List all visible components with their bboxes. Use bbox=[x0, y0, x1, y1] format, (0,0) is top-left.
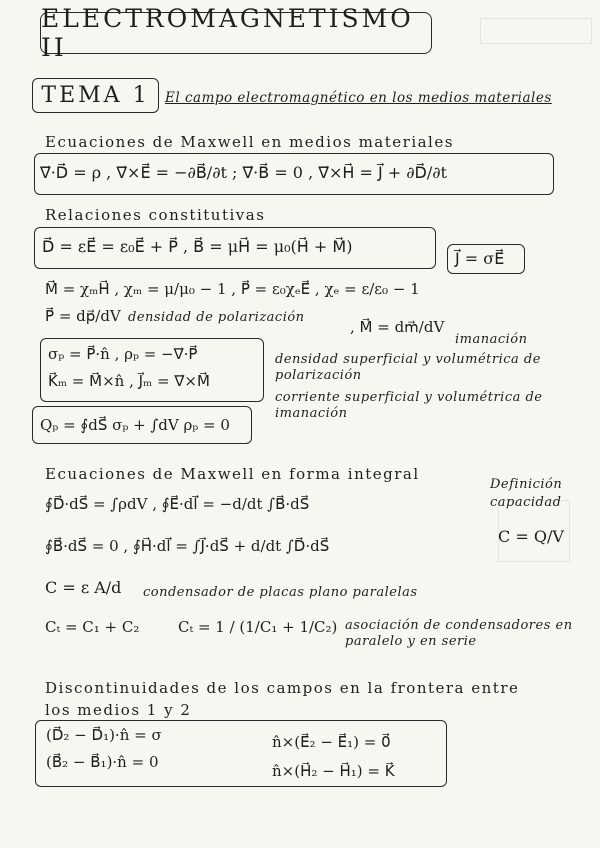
capacitor-plane: C = ε A/d bbox=[45, 578, 122, 597]
section-heading-maxwell: Ecuaciones de Maxwell en medios materiales bbox=[45, 133, 454, 151]
relaciones-eq3b-note: imanación bbox=[455, 332, 528, 347]
document-title: ELECTROMAGNETISMO II bbox=[41, 4, 414, 62]
polarization-eq1: σₚ = P⃗·n̂ , ρₚ = −∇⃗·P⃗ bbox=[48, 345, 198, 363]
discontinuity-eq1a: (D⃗₂ − D⃗₁)·n̂ = σ bbox=[46, 726, 162, 744]
section-heading-relaciones: Relaciones constitutivas bbox=[45, 206, 266, 224]
capacidad-equation: C = Q/V bbox=[498, 527, 564, 546]
qp-equation: Qₚ = ∮dS⃗ σₚ + ∫dV ρₚ = 0 bbox=[40, 416, 230, 434]
integral-eq1: ∮D⃗·dS⃗ = ∫ρdV , ∮E⃗·dl⃗ = −d/dt ∫B⃗·dS⃗ bbox=[45, 495, 310, 513]
document-title-box bbox=[40, 4, 432, 62]
section-heading-integral: Ecuaciones de Maxwell en forma integral bbox=[45, 465, 420, 483]
relaciones-eq3b: , M⃗ = dm⃗/dV bbox=[350, 318, 445, 336]
polarization-note1: densidad superficial y volumétrica de polarización bbox=[275, 352, 541, 383]
ohm-law: J⃗ = σE⃗ bbox=[455, 249, 505, 268]
capacitor-association-note: asociación de condensadores en paralelo y en serie bbox=[345, 618, 573, 649]
capacitor-plane-note: condensador de placas plano paralelas bbox=[143, 585, 418, 600]
bleed-through-mark bbox=[480, 18, 592, 44]
relaciones-eq1: D⃗ = εE⃗ = ε₀E⃗ + P⃗ , B⃗ = μH⃗ = μ₀(H⃗ + M⃗) bbox=[42, 237, 353, 256]
discontinuity-eq2a: (B⃗₂ − B⃗₁)·n̂ = 0 bbox=[46, 753, 159, 771]
discontinuity-eq2b: n̂×(H⃗₂ − H⃗₁) = K⃗ bbox=[272, 762, 395, 780]
maxwell-equations: ∇⃗·D⃗ = ρ , ∇⃗×E⃗ = −∂B⃗/∂t ; ∇⃗·B⃗ = 0 , ∇⃗×H⃗ = J⃗ + ∂D⃗/∂t bbox=[40, 163, 447, 182]
relaciones-eq3-note: densidad de polarización bbox=[128, 310, 305, 325]
polarization-eq2: K⃗ₘ = M⃗×n̂ , J⃗ₘ = ∇⃗×M⃗ bbox=[48, 372, 210, 390]
capacidad-label: Definición capacidad bbox=[490, 477, 563, 510]
discontinuity-eq1b: n̂×(E⃗₂ − E⃗₁) = 0⃗ bbox=[272, 733, 391, 751]
tema-box bbox=[32, 78, 159, 113]
relaciones-eq2: M⃗ = χₘH⃗ , χₘ = μ/μ₀ − 1 , P⃗ = ε₀χₑE⃗ , χₑ = ε/ε₀ − 1 bbox=[45, 280, 420, 298]
tema-subtitle: El campo electromagnético en los medios materiales bbox=[165, 90, 552, 106]
capacitor-parallel: Cₜ = C₁ + C₂ bbox=[45, 618, 140, 636]
tema-label: TEMA 1 bbox=[41, 83, 150, 108]
capacitor-series: Cₜ = 1 / (1/C₁ + 1/C₂) bbox=[178, 618, 338, 636]
integral-eq2: ∮B⃗·dS⃗ = 0 , ∮H⃗·dl⃗ = ∫J⃗·dS⃗ + d/dt ∫D⃗·dS⃗ bbox=[45, 537, 330, 555]
relaciones-eq3: P⃗ = dp⃗/dV bbox=[45, 307, 121, 325]
section-heading-discontinuities: Discontinuidades de los campos en la frontera entre los medios 1 y 2 bbox=[45, 679, 520, 719]
polarization-note2: corriente superficial y volumétrica de imanación bbox=[275, 390, 543, 421]
